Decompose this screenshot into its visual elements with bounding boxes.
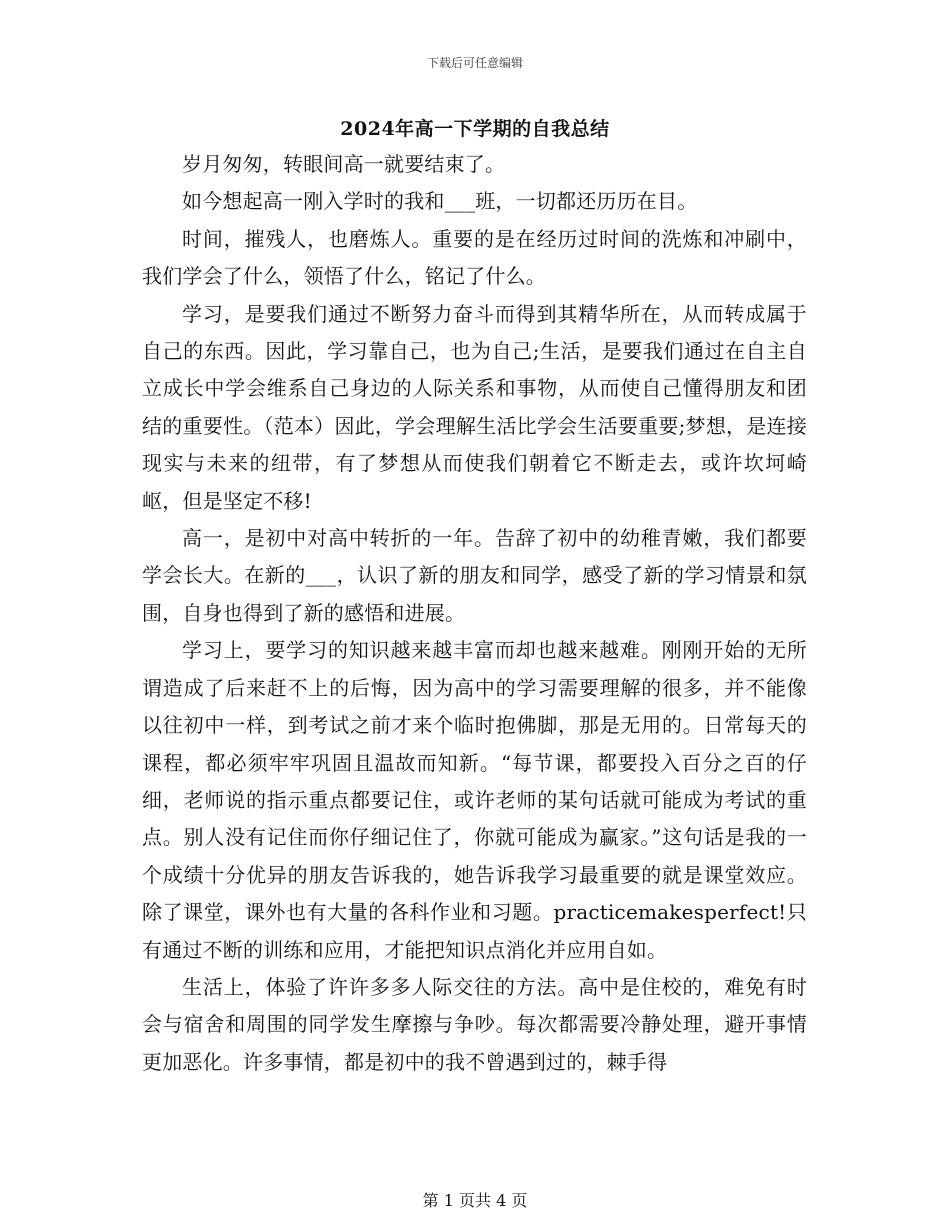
paragraph: 学习上，要学习的知识越来越丰富而却也越来越难。刚刚开始的无所谓造成了后来赶不上的后悔，因为高中的学习需要理解的很多，并不能像以往初中一样，到考试之前才来个临时抱佛脚，那是无用的。日常每天的课程，都必须牢牢巩固且温故而知新。“每节课，都要投入百分之百的仔细，老师说的指示重点都要记住，或许老师的某句话就可能成为考试的重点。别人没有记住而你仔细记住了，你就可能成为赢家。”这句话是我的一个成绩十分优异的朋友告诉我的，她告诉我学习最重要的就是课堂效应。除了课堂，课外也有大量的各科作业和习题。practicemakesperfect!只有通过不断的训练和应用，才能把知识点消化并应用自如。 — [142, 638, 807, 962]
paragraph: 岁月匆匆，转眼间高一就要结束了。 — [182, 152, 506, 176]
paragraph: 时间，摧残人，也磨炼人。重要的是在经历过时间的洗炼和冲刷中，我们学会了什么，领悟了什么，铭记了什么。 — [142, 226, 807, 289]
paragraph: 生活上，体验了许许多多人际交往的方法。高中是住校的，难免有时会与宿舍和周围的同学发生摩擦与争吵。每次都需要冷静处理，避开事情更加恶化。许多事情，都是初中的我不曾遇到过的，棘手得 — [142, 974, 807, 1074]
page-number: 第 1 页共 4 页 — [422, 1191, 528, 1210]
paragraph: 学习，是要我们通过不断努力奋斗而得到其精华所在，从而转成属于自己的东西。因此，学习靠自己，也为自己;生活，是要我们通过在自主自立成长中学会维系自己身边的人际关系和事物，从而使自己懂得朋友和团结的重要性。（范本）因此，学会理解生活比学会生活要重要;梦想，是连接现实与未来的纽带，有了梦想从而使我们朝着它不断走去，或许坎坷崎岖，但是坚定不移! — [142, 301, 807, 513]
header-note: 下载后可任意编辑 — [426, 56, 523, 70]
paragraph: 高一，是初中对高中转折的一年。告辞了初中的幼稚青嫩，我们都要学会长大。在新的___，认识了新的朋友和同学，感受了新的学习情景和氛围，自身也得到了新的感悟和进展。 — [142, 526, 807, 625]
document-body — [142, 146, 807, 1081]
document-title: 2024年高一下学期的自我总结 — [340, 118, 610, 140]
paragraph: 如今想起高一刚入学时的我和___班，一切都还历历在目。 — [182, 189, 698, 214]
